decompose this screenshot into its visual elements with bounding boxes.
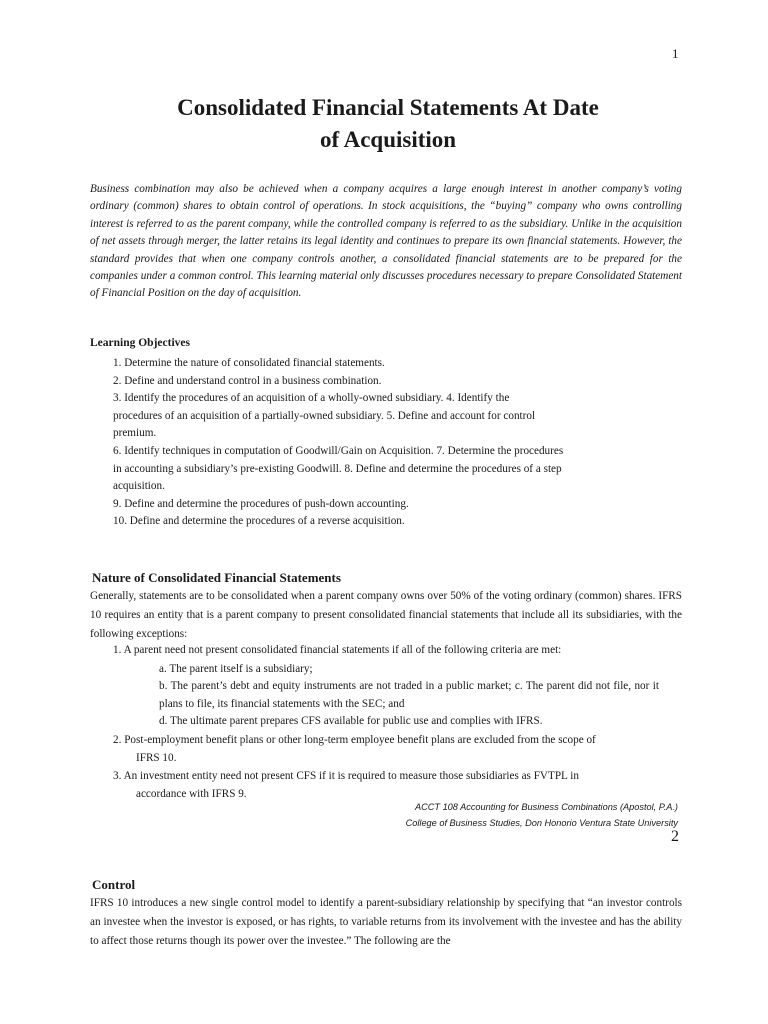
list-item: 1. Determine the nature of consolidated financial statements.: [113, 357, 385, 369]
criteria-a: a. The parent itself is a subsidiary;: [159, 663, 313, 675]
list-item: 10. Define and determine the procedures of a reverse acquisition.: [113, 515, 405, 528]
exception-2-line-2: IFRS 10.: [136, 751, 177, 764]
list-item: 3. Identify the procedures of an acquisition of a wholly-owned subsidiary. 4. Identify the: [113, 392, 510, 405]
learning-objectives-list: [113, 355, 633, 531]
criteria-d: d. The ultimate parent prepares CFS available for public use and complies with IFRS.: [159, 715, 543, 727]
title-line-2: of Acquisition: [319, 127, 457, 152]
list-item: 6. Identify techniques in computation of Goodwill/Gain on Acquisition. 7. Determine the procedures: [113, 444, 564, 457]
control-heading: Control: [92, 877, 136, 892]
exception-2-line-1: 2. Post-employment benefit plans or other long-term employee benefit plans are excluded from the scope of: [113, 734, 596, 746]
exception-1: 1. A parent need not present consolidated financial statements if all of the following criteria are met:: [113, 644, 562, 656]
list-item: premium.: [113, 427, 157, 440]
page-number-2: 2: [671, 828, 679, 845]
exception-2: [113, 732, 673, 767]
page-footer: [406, 799, 678, 831]
criteria-b: b. The parent’s debt and equity instruments are not traded in a public market; c. The parent did not file, nor it plans to file, its financial statements with the SEC; and: [159, 680, 659, 710]
exception-3-line-1: 3. An investment entity need not present CFS if it is required to measure those subsidiaries as FVTPL in: [113, 770, 579, 782]
control-paragraph: IFRS 10 introduces a new single control model to identify a parent-subsidiary relationship by specifying that “an investor controls an investee when the investor is exposed, or has rights, to variable returns from its involvement with the investee and has the ability to affect those returns though its power over the investee.” The following are the: [90, 897, 682, 947]
footer-course: ACCT 108 Accounting for Business Combinations (Apostol, P.A.): [415, 802, 678, 812]
exception-3: [113, 768, 673, 803]
page-number: 1: [672, 46, 679, 61]
exception-3-line-2: accordance with IFRS 9.: [136, 787, 247, 800]
learning-objectives-heading: Learning Objectives: [90, 337, 190, 349]
nature-heading: Nature of Consolidated Financial Statements: [92, 570, 341, 585]
list-item: 2. Define and understand control in a business combination.: [113, 374, 382, 387]
nature-paragraph: Generally, statements are to be consolidated when a parent company owns over 50% of the voting ordinary (common) shares. IFRS 10 requires an entity that is a parent company to present consolidated financial statements that include all its subsidiaries, with the following exceptions:: [90, 590, 682, 640]
list-item: 9. Define and determine the procedures of push-down accounting.: [113, 497, 409, 510]
intro-paragraph: Business combination may also be achieved when a company acquires a large enough interest in another company’s voting ordinary (common) shares to obtain control of operations. In stock acquisitions, the “buying” company who owns controlling interest is referred to as the parent company, while the controlled company is referred to as the subsidiary. Unlike in the acquisition of net assets through merger, the latter retains its legal identity and continues to prepare its own financial statements. However, the standard provides that when one company controls another, a consolidated financial statements are to be prepared for the companies under a common control. This learning material only discusses procedures necessary to prepare Consolidated Statement of Financial Position on the day of acquisition.: [90, 183, 682, 300]
list-item: in accounting a subsidiary’s pre-existing Goodwill. 8. Define and determine the procedures of a step: [113, 462, 562, 475]
list-item: acquisition.: [113, 480, 165, 493]
title-line-1: Consolidated Financial Statements At Date: [177, 95, 599, 120]
list-item: procedures of an acquisition of a partially-owned subsidiary. 5. Define and account for control: [113, 409, 536, 422]
page-title: [90, 92, 686, 156]
footer-institution: College of Business Studies, Don Honorio Ventura State University: [405, 818, 678, 828]
